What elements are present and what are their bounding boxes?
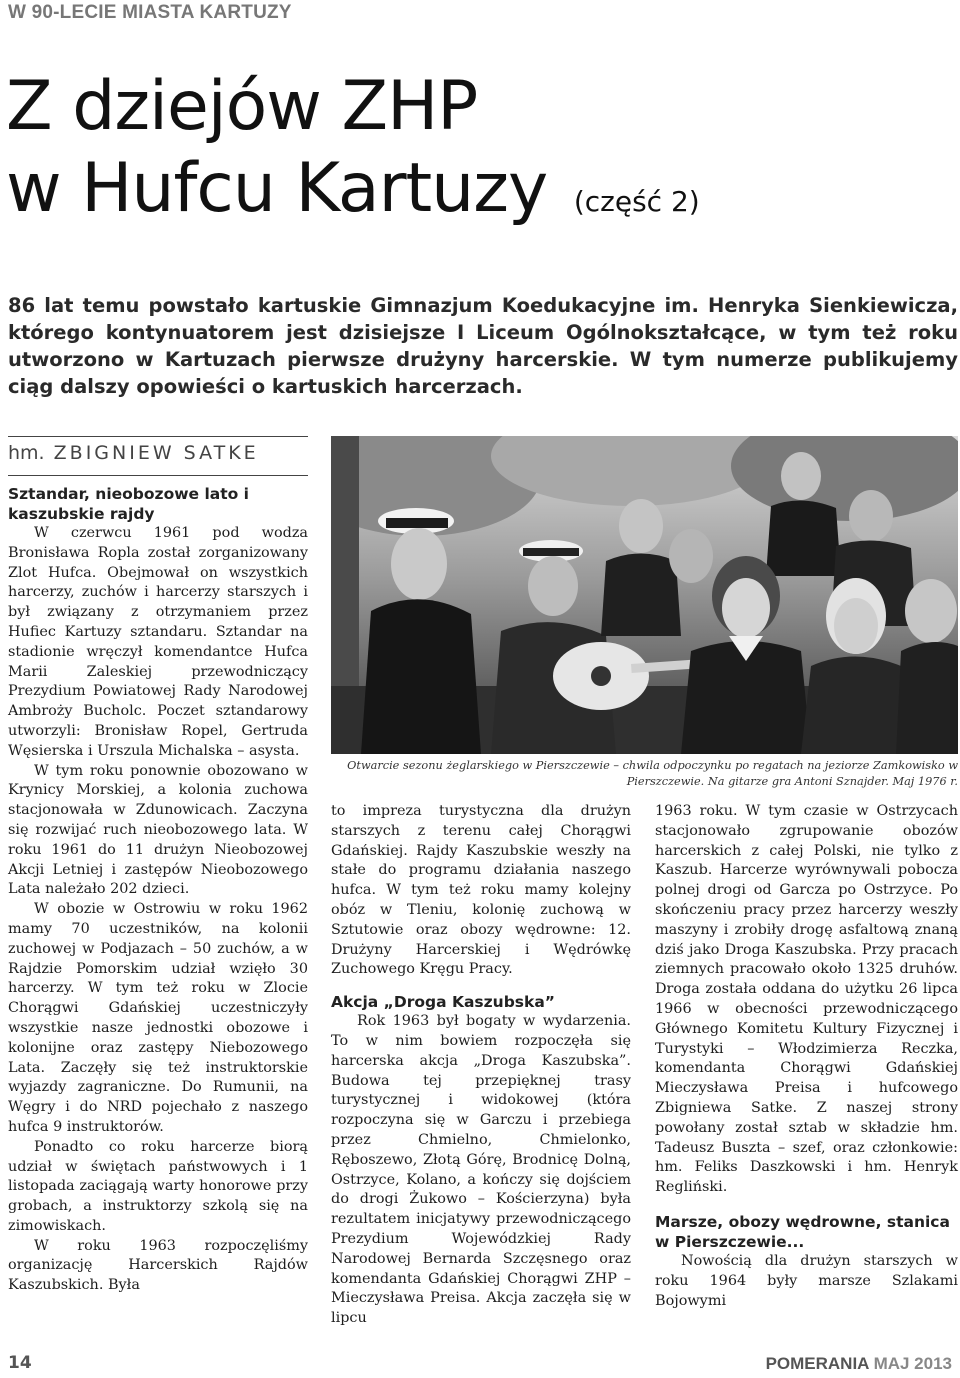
author-rule [8, 436, 308, 437]
article-lead: 86 lat temu powstało kartuskie Gimnazjum Koedukacyjne im. Henryka Sienkiewicza, którego kontynuatorem jest dzisiejsze I Liceum Ogólnokształcące, w tym też roku utworzono w Kartuzach pierwsze drużyny harcerskie. W tym numerze publikujemy ciąg dalszy opowieści o kartuskich harcerzach. [8, 294, 958, 398]
subheading-droga-kaszubska: Akcja „Droga Kaszubska” [331, 993, 555, 1012]
paragraph: W roku 1963 rozpoczęliśmy organizację Harcerskich Rajdów Kaszubskich. Była [8, 1237, 308, 1294]
column-3 [655, 802, 958, 1311]
author-name: ZBIGNIEW SATKE [53, 442, 259, 464]
article-title [6, 66, 700, 243]
paragraph: Ponadto co roku harcerze biorą udział w świętach państwowych i 1 listopada zaciągają warty honorowe przy grobach, a instruktorzy szkolą się na zimowiskach. [8, 1138, 308, 1234]
magazine-footer [766, 1354, 952, 1374]
paragraph: Rok 1963 był bogaty w wydarzenia. To w nim bowiem rozpoczęła się harcerska akcja „Droga Kaszubska”. Budowa tej przepięknej trasy turystycznej i widokowej (która rozpoczyna się w Garczu i przebiega przez Chmielno, Chmielonko, Ręboszewo, Złotą Górę, Brodnicę Dolną, Ostrzyce, Kolano, a kończy się dojściem do drogi Żukowo – Kościerzyna) była rezultatem inicjatywy przewodniczącego Prezydium Wojewódzkiej Rady Narodowej Bernarda Szczęsnego oraz komendanta Gdańskiej Chorągwi ZHP – Mieczysława Preisa. Akcja zaczęła się w lipcu [331, 1013, 631, 1327]
column-1 [8, 484, 308, 1296]
paragraph: W obozie w Ostrowiu w roku 1962 mamy 70 uczestników, na kolonii zuchowej w Podjazach – 50 zuchów, a w Rajdzie Pomorskim udział wzięło 30 harcerzy. W tym też roku w Zlocie Chorągwi Gdańskiej uczestniczyły wszystkie nasze jednostki obozowe i kolonijne oraz zastępy Niebozowego Lata. Zaczęły się też instruktorskie wyjazdy zagraniczne. Do Rumunii, na Węgry i do NRD pojechało z naszego hufca 9 instruktorów. [8, 901, 308, 1135]
title-line-1: Z dziejów ZHP [6, 67, 478, 146]
paragraph: Nowością dla drużyn starszych w roku 1964 były marsze Szlakami Bojowymi [655, 1252, 958, 1309]
paragraph: W czerwcu 1961 pod wodza Bronisława Ropla został zorganizowany Zlot Hufca. Obejmował on wszystkich harcerzy, zuchów i harcerzy starszych i był związany z otrzymaniem przez Hufiec Kartuzy sztandaru. Sztandar na stadionie wręczył komendantce Hufca Marii Zaleskiej przewodniczący Prezydium Powiatowej Rady Narodowej Ambroży Bucholc. Poczet sztandarowy utworzyli: Bronisław Ropel, Gertruda Węsierska i Urszula Michalska – asysta. [8, 525, 308, 759]
magazine-name: POMERANIA [765, 1354, 869, 1373]
title-line-2: w Hufcu Kartuzy [6, 149, 548, 228]
subheading-sztandar: Sztandar, nieobozowe lato i kaszubskie rajdy [8, 485, 249, 523]
article-photo [331, 436, 958, 754]
section-label: W 90-LECIE MIASTA KARTUZY [8, 2, 292, 23]
page-number: 14 [8, 1353, 32, 1373]
subheading-marsze: Marsze, obozy wędrowne, stanica w Pierszczewie... [655, 1212, 950, 1251]
paragraph: W tym roku ponownie obozowano w Krynicy Morskiej, a kolonia zuchowa stacjonowała w Zdunowicach. Zaczyna się rozwijać ruch nieobozowego lata. W roku 1961 do 11 drużyn Nieobozowej Akcji Letniej i zastępów Nieobozowego Lata należało 202 dzieci. [8, 762, 308, 898]
author-rule-bottom [8, 475, 308, 476]
author-byline [8, 442, 259, 464]
photo-caption: Otwarcie sezonu żeglarskiego w Pierszczewie – chwila odpoczynku po regatach na jeziorze Zamkowisko w Pierszczewie. Na gitarze gra Antoni Sznajder. Maj 1976 r. [347, 759, 958, 788]
paragraph: 1963 roku. W tym czasie w Ostrzycach stacjonowało zgrupowanie obozów harcerskich z całej Polski, nie tylko z Kaszub. Harcerze wyrównywali pobocza polnej drogi od Garcza po Ostrzyce. Po skończeniu pracy przez harcerzy weszły maszyny i zrobiły drogę asfaltową znaną dziś jako Droga Kaszubska. Przy pracach ziemnych pracowało około 1325 druhów. Droga została oddana do użytku 26 lipca 1966 w obecności przewodniczącego Głównego Komitetu Kultury Fizycznej i Turystyki – Włodzimierza Reczka, komendanta Chorągwi Gdańskiej Mieczysława Preisa i hufcowego Zbigniewa Satke. Z naszej strony powołany został sztab w składzie hm. Tadeusz Buszta – szef, oraz członkowie: hm. Feliks Daszkowski i hm. Henryk Regliński. [655, 803, 958, 1196]
column-2 [331, 802, 631, 1329]
title-part: (część 2) [573, 185, 700, 218]
magazine-issue: MAJ 2013 [873, 1354, 952, 1373]
paragraph: to impreza turystyczna dla drużyn starszych z terenu całej Chorągwi Gdańskiej. Rajdy Kaszubskie weszły na stałe do programu działania naszego hufca. W tym też roku mamy kolejny obóz w Tleniu, kolonię zuchową w Sztutowie oraz obozy wędrowne: 12. Drużyny Harcerskiej i Wędrówkę Zuchowego Kręgu Pracy. [331, 803, 631, 978]
author-prefix: hm. [8, 442, 45, 464]
